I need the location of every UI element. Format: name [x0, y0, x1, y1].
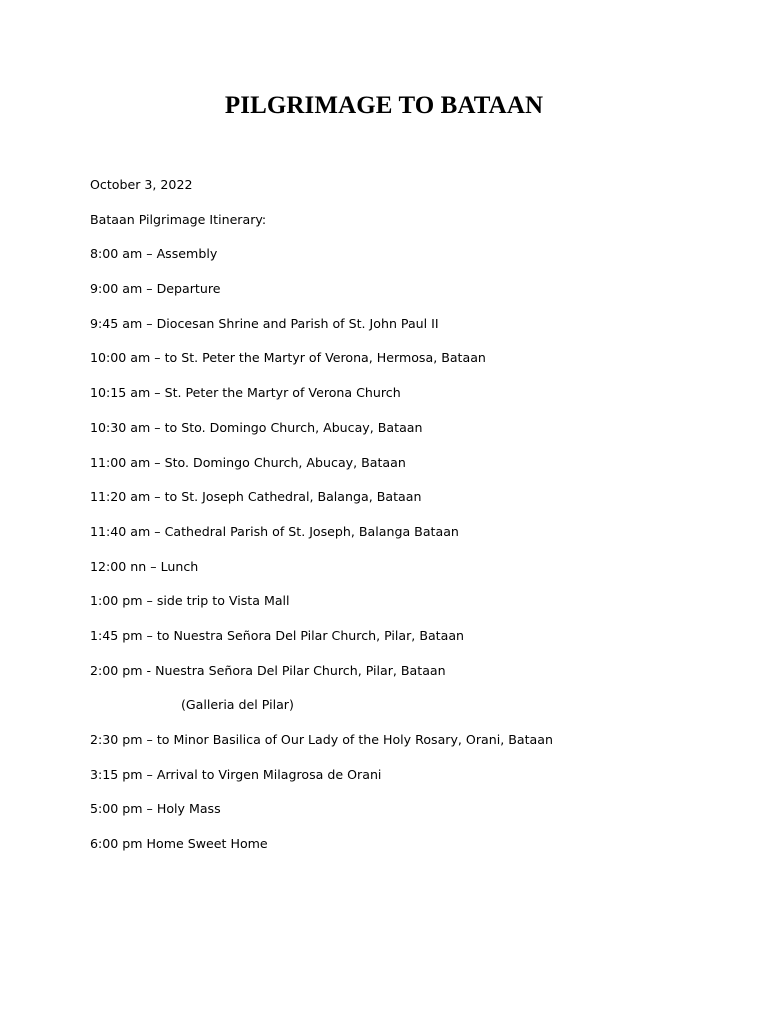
itinerary-item: 8:00 am – Assembly: [90, 246, 218, 262]
document-title: PILGRIMAGE TO BATAAN: [224, 92, 544, 119]
document-body: [90, 175, 730, 869]
itinerary-item: 12:00 nn – Lunch: [90, 558, 199, 574]
itinerary-item: 10:15 am – St. Peter the Martyr of Verona Church: [90, 385, 401, 401]
itinerary-item: 1:45 pm – to Nuestra Señora Del Pilar Church, Pilar, Bataan: [90, 627, 465, 643]
itinerary-item: 9:45 am – Diocesan Shrine and Parish of St. John Paul II: [90, 315, 439, 331]
itinerary-item: 9:00 am – Departure: [90, 281, 221, 297]
itinerary-item: 5:00 pm – Holy Mass: [90, 801, 221, 817]
itinerary-item: 10:00 am – to St. Peter the Martyr of Verona, Hermosa, Bataan: [90, 350, 486, 366]
itinerary-item: 2:30 pm – to Minor Basilica of Our Lady of the Holy Rosary, Orani, Bataan: [90, 732, 553, 747]
itinerary-item: 11:40 am – Cathedral Parish of St. Joseph, Balanga Bataan: [90, 523, 459, 539]
itinerary-item-note: (Galleria del Pilar): [181, 697, 294, 713]
date-line: October 3, 2022: [90, 177, 193, 192]
itinerary-item: 3:15 pm – Arrival to Virgen Milagrosa de Orani: [90, 766, 382, 782]
itinerary-item: 2:00 pm - Nuestra Señora Del Pilar Church, Pilar, Bataan: [90, 662, 446, 678]
itinerary-heading: Bataan Pilgrimage Itinerary:: [90, 211, 267, 227]
itinerary-item: 11:20 am – to St. Joseph Cathedral, Balanga, Bataan: [90, 489, 422, 505]
itinerary-item: 1:00 pm – side trip to Vista Mall: [90, 593, 290, 609]
itinerary-item: 10:30 am – to Sto. Domingo Church, Abucay, Bataan: [90, 419, 423, 435]
itinerary-item: 6:00 pm Home Sweet Home: [90, 836, 268, 852]
itinerary-item: 11:00 am – Sto. Domingo Church, Abucay, Bataan: [90, 454, 406, 470]
